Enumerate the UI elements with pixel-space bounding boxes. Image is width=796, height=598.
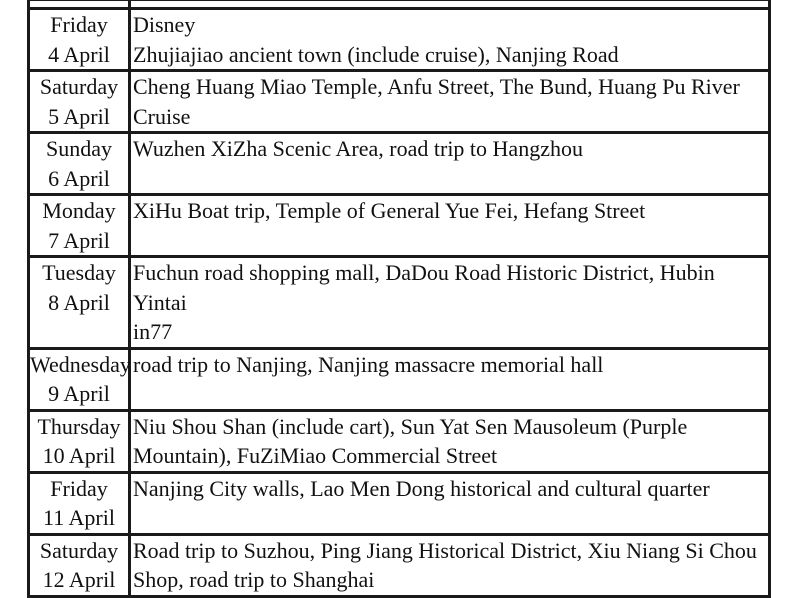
date-label: 7 April (48, 227, 110, 253)
activity-line: Fuchun road shopping mall, DaDou Road Historic District, Hubin Yintai (133, 260, 715, 315)
activity-line: Shop, road trip to Shanghai (133, 567, 375, 592)
day-cell (29, 410, 130, 472)
date-label: 8 April (48, 289, 110, 315)
activity-cell (130, 195, 770, 257)
table-row (29, 472, 770, 534)
activity-line: in77 (133, 319, 173, 344)
weekday-label: Monday (42, 198, 116, 223)
activity-cell (130, 71, 770, 133)
day-cell (29, 472, 130, 534)
activity-line: Niu Shou Shan (include cart), Sun Yat Sen Mausoleum (Purple (133, 413, 688, 439)
activity-cell (130, 257, 770, 349)
activity-cell (130, 472, 770, 534)
activity-cell (130, 348, 770, 410)
table-row (29, 534, 770, 596)
activity-line: Cruise (133, 103, 191, 129)
date-label: 12 April (42, 567, 116, 592)
activity-line: Nanjing City walls, Lao Men Dong historical and cultural quarter (133, 475, 710, 501)
weekday-label: Friday (50, 12, 108, 37)
activity-line: Mountain), FuZiMiao Commercial Street (133, 443, 498, 468)
table-row (29, 410, 770, 472)
activity-cell (130, 0, 770, 9)
weekday-label: Saturday (39, 74, 119, 99)
table-row-cut-off (29, 0, 770, 9)
activity-line: Disney (133, 12, 196, 37)
table-row (29, 257, 770, 349)
activity-line: Wuzhen XiZha Scenic Area, road trip to Hangzhou (133, 136, 583, 161)
day-cell (29, 534, 130, 596)
day-cell (29, 0, 130, 9)
activity-line: Zhujiajiao ancient town (include cruise), Nanjing Road (133, 41, 619, 67)
date-label: 10 April (42, 443, 116, 468)
weekday-label: Thursday (37, 413, 121, 439)
day-cell (29, 257, 130, 349)
table-row (29, 195, 770, 257)
day-cell (29, 133, 130, 195)
date-label: 9 April (48, 381, 110, 406)
table-row (29, 71, 770, 133)
date-label: 11 April (43, 505, 115, 530)
day-cell (29, 71, 130, 133)
day-cell (29, 195, 130, 257)
day-cell (29, 9, 130, 71)
date-label: 4 April (48, 41, 110, 67)
weekday-label: Saturday (39, 537, 119, 563)
activity-line: XiHu Boat trip, Temple of General Yue Fei, Hefang Street (133, 198, 646, 223)
table-row (29, 9, 770, 71)
activity-cell (130, 133, 770, 195)
day-cell (29, 348, 130, 410)
activity-cell (130, 534, 770, 596)
weekday-label: Friday (50, 475, 108, 501)
itinerary-document (27, 0, 771, 592)
itinerary-table (27, 0, 771, 598)
activity-cell (130, 9, 770, 71)
date-label: 5 April (48, 103, 110, 129)
table-row (29, 348, 770, 410)
table-row (29, 133, 770, 195)
activity-line: road trip to Nanjing, Nanjing massacre memorial hall (133, 351, 604, 377)
weekday-label: Sunday (46, 136, 112, 161)
activity-line: Road trip to Suzhou, Ping Jiang Historical District, Xiu Niang Si Chou (133, 537, 757, 563)
weekday-label: Tuesday (42, 260, 116, 285)
activity-cell (130, 410, 770, 472)
activity-line: Cheng Huang Miao Temple, Anfu Street, The Bund, Huang Pu River (133, 74, 740, 99)
date-label: 6 April (48, 165, 110, 191)
weekday-label: Wednesday (30, 351, 131, 377)
